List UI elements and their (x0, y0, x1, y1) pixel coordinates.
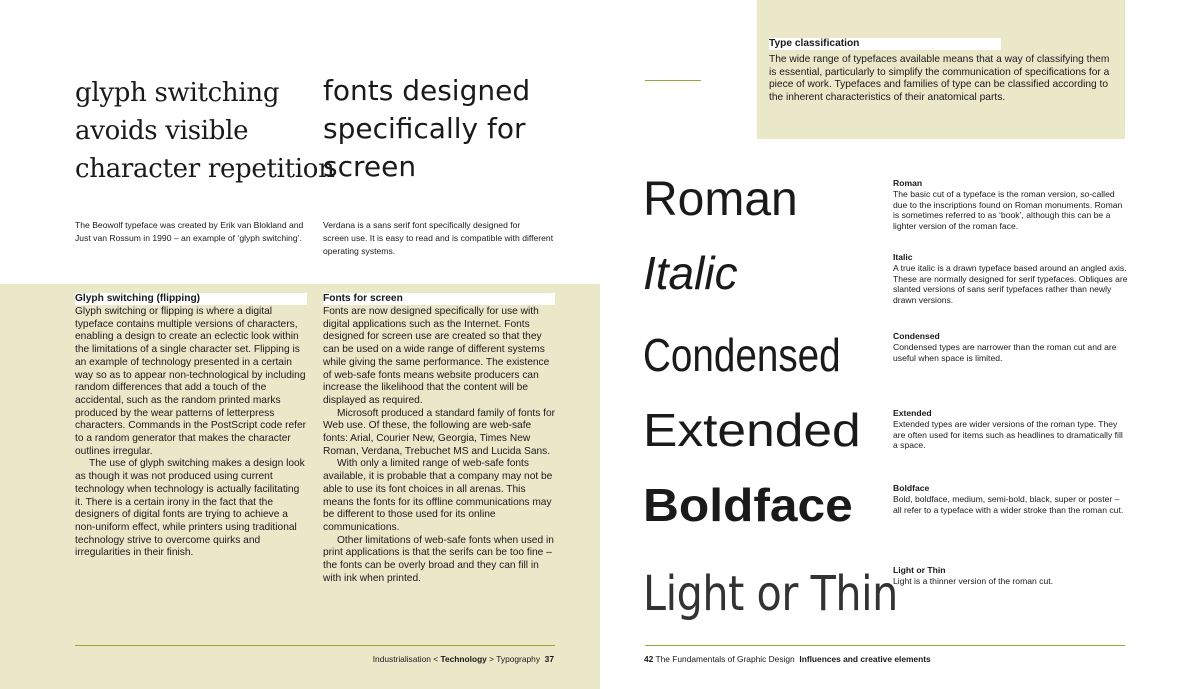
desc-text: A true italic is a drawn typeface based around an angled axis. These are normally designed for serif typefaces. Obliques are slanted versions of sans serif typefaces rather than newly drawn versions. (893, 262, 1128, 306)
desc-text: Bold, boldface, medium, semi-bold, black, super or poster – all refer to a typeface with a wider stroke than the roman cut. (893, 493, 1124, 515)
fonts-for-screen-column (323, 293, 555, 585)
glyph-switching-heading: Glyph switching (flipping) (75, 293, 307, 305)
desc-term: Roman (893, 178, 923, 188)
beowulf-line-1: glyph switching (75, 78, 280, 108)
desc-condensed (893, 331, 1128, 363)
screen-paragraph: Microsoft produced a standard family of fonts for Web use. Of these, the following are web-safe fonts: Arial, Courier New, Georgia, Times New Roman, Verdana, Trebuchet MS and Lucida Sans. (323, 407, 556, 457)
desc-term: Extended (893, 408, 932, 418)
verdana-line-2: specifically for (323, 112, 526, 145)
desc-term: Condensed (893, 331, 940, 341)
type-classification-box (757, 0, 1125, 139)
left-footer-rule (75, 645, 555, 646)
sample-light: Light or Thin (643, 566, 898, 622)
sample-extended: Extended (643, 404, 861, 456)
desc-term: Italic (893, 252, 913, 262)
screen-paragraph: Other limitations of web-safe fonts when used in print applications is that the serifs can be too fine – the fonts can be overly broad and they can fill in with ink when printed. (323, 534, 554, 584)
desc-text: Extended types are wider versions of the roman type. They are often used for items such as headlines to dramatically fill a space. (893, 418, 1123, 451)
beowulf-caption-line: Just van Rossum in 1990 – an example of ‘glyph switching’. (75, 233, 302, 243)
sample-condensed: Condensed (643, 329, 841, 381)
footer-section-title: Influences and creative elements (799, 654, 931, 664)
type-classification-text: The wide range of typefaces available means that a way of classifying them is essential, particularly to simplify the communication of specifications for a piece of work. Typefaces and families of type can be classified according to the inherent characteristics of their anatomical parts. (769, 54, 1110, 104)
sample-italic: Italic (643, 247, 738, 299)
verdana-line-3: screen (323, 150, 417, 183)
right-page (600, 0, 1200, 689)
footer-breadcrumb-current: Technology (440, 654, 487, 664)
glyph-switching-column (75, 293, 307, 560)
verdana-caption-line: Verdana is a sans serif font specifically designed for (323, 220, 521, 230)
verdana-caption-line: screen use. It is easy to read and is compatible with different (323, 233, 554, 243)
beowulf-line-2: avoids visible (75, 116, 249, 146)
sample-roman: Roman (643, 173, 798, 226)
footer-breadcrumb-prefix: Industrialisation < (372, 654, 441, 664)
footer-book-title: The Fundamentals of Graphic Design (655, 654, 795, 664)
desc-extended (893, 408, 1128, 451)
beowulf-display-text (75, 74, 335, 188)
verdana-display-text (323, 72, 530, 186)
type-classification-heading: Type classification (769, 38, 1001, 50)
left-page-number: 37 (544, 654, 554, 664)
desc-text: Light is a thinner version of the roman cut. (893, 575, 1054, 586)
right-footer-rule (645, 645, 1125, 646)
verdana-caption (323, 219, 553, 258)
beowulf-line-3: character repetition (75, 154, 335, 184)
desc-term: Boldface (893, 483, 930, 493)
right-page-number: 42 (644, 654, 654, 664)
footer-breadcrumb-suffix: > Typography (486, 654, 541, 664)
desc-italic (893, 252, 1128, 306)
screen-paragraph: Fonts are now designed specifically for use with digital applications such as the Internet. Fonts designed for screen use are created so that they can be used on a wide range of different systems while giving the same performance. The existence of web-safe fonts means website producers can increase the likelihood that the content will be displayed as required. (323, 306, 550, 406)
beowulf-caption (75, 219, 303, 245)
desc-roman (893, 178, 1128, 232)
verdana-line-1: fonts designed (323, 74, 531, 107)
desc-term: Light or Thin (893, 565, 946, 575)
desc-boldface (893, 483, 1128, 515)
fonts-for-screen-heading: Fonts for screen (323, 293, 555, 305)
screen-paragraph: With only a limited range of web-safe fonts available, it is probable that a company may not be able to use its font choices in all arenas. This means the fonts for its offline communications may be different to those used for its online communications. (323, 458, 553, 533)
beowulf-caption-line: The Beowolf typeface was created by Erik van Blokland and (75, 220, 304, 230)
verdana-caption-line: operating systems. (323, 246, 396, 256)
right-top-short-rule (645, 80, 701, 81)
right-footer (644, 654, 931, 664)
glyph-paragraph: Glyph switching or flipping is where a digital typeface contains multiple versions of characters, enabling a design to create an eclectic look within the limitations of a single character set. Flipping is an example of technology presented in a certain way so as to appear non-technological by including random differences that add a touch of the accidental, such as the random printed marks produced by the wear patterns of letterpress characters. Commands in the PostScript code refer to a random generator that makes the character outlines irregular. (75, 306, 307, 457)
desc-text: Condensed types are narrower than the roman cut and are useful when space is limited. (893, 341, 1117, 363)
desc-light (893, 565, 1128, 587)
desc-text: The basic cut of a typeface is the roman version, so-called due to the inscriptions found on Roman monuments. Roman is sometimes referred to as ‘book’, although this can be a lighter version of the roman face. (893, 188, 1123, 232)
left-footer (373, 654, 554, 664)
glyph-paragraph: The use of glyph switching makes a design look as though it was not produced using current technology when technology is actually facilitating it. There is a certain irony in the fact that the designers of digital fonts are trying to achieve a non-uniform effect, while printers using traditional technology strive to overcome quirks and irregularities in their finish. (75, 458, 305, 559)
sample-boldface: Boldface (643, 479, 853, 531)
